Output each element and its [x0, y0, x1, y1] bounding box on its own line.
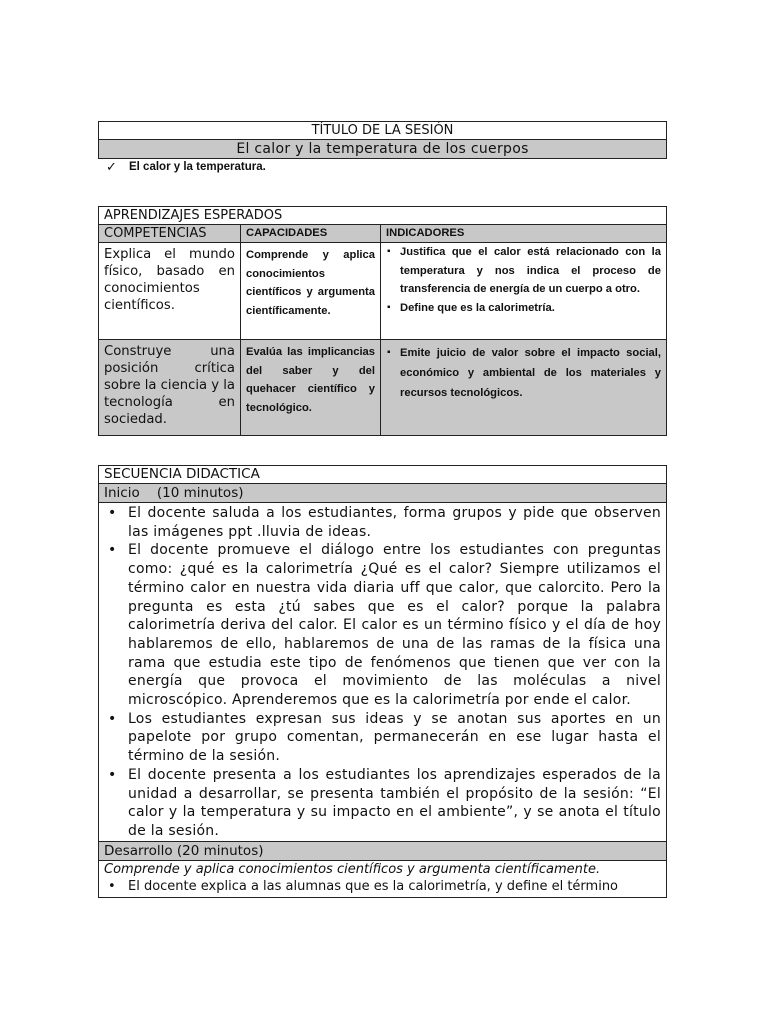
inicio-item: • Los estudiantes expresan sus ideas y se anotan sus aportes en un papelote por grupo comentan, permanecerán en ese lugar hasta el término de la sesión.: [128, 710, 661, 766]
inicio-item: • El docente presenta a los estudiantes los aprendizajes esperados de la unidad a desarrollar, se presenta también el propósito de la sesión: “El calor y la temperatura y su impacto en el ambiente”, y se anota el título de la sesión.: [128, 766, 661, 841]
secuencia-table: [98, 465, 667, 925]
check-item: El calor y la temperatura.: [129, 161, 266, 173]
inicio-label: Inicio (10 minutos): [99, 484, 667, 503]
competencia-cell: Construye una posición crítica sobre la ciencia y la tecnología en sociedad.: [99, 340, 241, 436]
check-icon: ✓: [106, 160, 117, 175]
competencia-cell: Explica el mundo físico, basado en conocimientos científicos.: [99, 243, 241, 340]
desarrollo-label: Desarrollo (20 minutos): [99, 841, 667, 860]
capacidad-cell: Comprende y aplica conocimientos científicos y argumenta científicamente.: [246, 249, 375, 317]
secuencia-header: SECUENCIA DIDACTICA: [99, 466, 667, 484]
aprendizajes-header: APRENDIZAJES ESPERADOS: [99, 207, 667, 225]
col-capacidades: CAPACIDADES: [241, 225, 381, 243]
session-title-block: [98, 121, 667, 159]
inicio-item: • El docente saluda a los estudiantes, forma grupos y pide que observen las imágenes ppt .lluvia de ideas.: [128, 504, 661, 541]
capacidad-cell: Evalúa las implicancias del saber y del quehacer científico y tecnológico.: [246, 346, 375, 414]
indicador-item: ▪ Justifica que el calor está relacionado con la temperatura y nos indica el proceso de transferencia de energía de un cuerpo a otro.: [400, 243, 661, 299]
aprendizajes-table: [98, 206, 667, 436]
col-competencias: COMPETENCIAS: [99, 225, 241, 243]
session-title: El calor y la temperatura de los cuerpos: [99, 140, 667, 159]
indicador-item: ▪ Emite juicio de valor sobre el impacto social, económico y ambiental de los materiales y recursos tecnológicos.: [400, 343, 661, 403]
desarrollo-item: • El docente explica a las alumnas que es la calorimetría, y define el término: [128, 878, 661, 895]
session-title-label: TÍTULO DE LA SESIÓN: [99, 122, 667, 140]
col-indicadores: INDICADORES: [381, 225, 667, 243]
indicador-item: ▪ Define que es la calorimetría.: [400, 299, 661, 318]
desarrollo-intro: Comprende y aplica conocimientos científicos y argumenta científicamente.: [104, 861, 601, 877]
inicio-item: • El docente promueve el diálogo entre los estudiantes con preguntas como: ¿qué es la calorimetría ¿Qué es el calor? Siempre utilizamos el término calor en nuestra vida diaria uff que calor, que calorcito. Pero la pregunta es esta ¿tú sabes que es el calor? porque la palabra calorimetría deriva del calor. El calor es un término físico y el día de hoy hablaremos de ello, hablaremos de una de las ramas de la física una rama que estudia este tipo de fenómenos que tienen que ver con la energía que provoca el movimiento de las moléculas a nivel microscópico. Aprenderemos que es la calorimetría por ende el calor.: [128, 541, 661, 709]
